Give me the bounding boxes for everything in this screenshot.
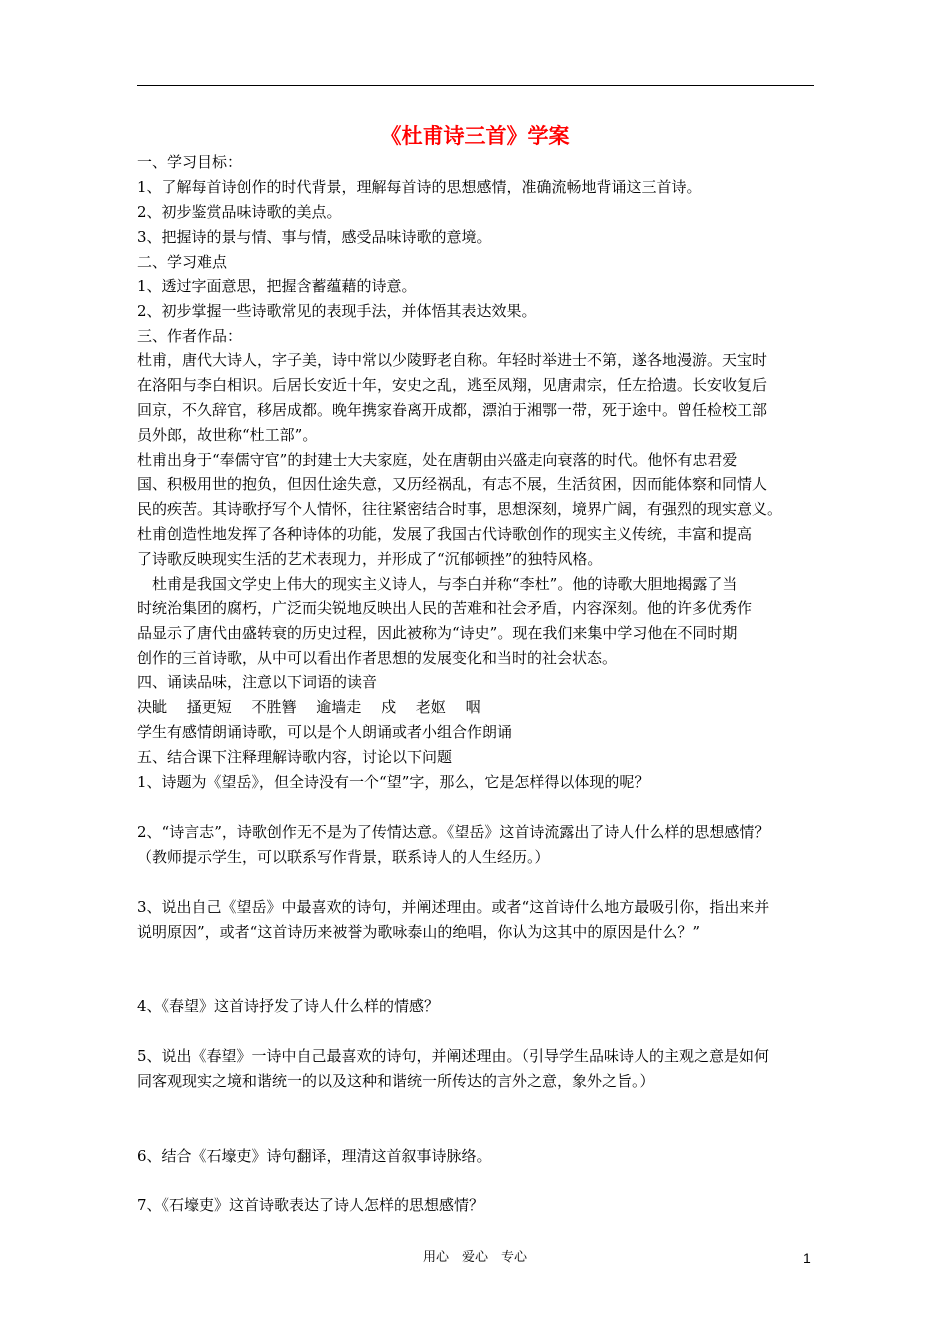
text-line: 3、说出自己《望岳》中最喜欢的诗句，并阐述理由。或者“这首诗什么地方最吸引你，指出来并 <box>137 898 770 916</box>
text-line: 品显示了唐代由盛转衰的历史过程，因此被称为“诗史”。现在我们来集中学习他在不同时期 <box>137 624 738 642</box>
text-line: 3、把握诗的景与情、事与情，感受品味诗歌的意境。 <box>137 228 492 246</box>
text-line: （教师提示学生，可以联系写作背景，联系诗人的人生经历。） <box>137 848 550 866</box>
text-line: 一、学习目标： <box>137 153 243 171</box>
text-line: 国、积极用世的抱负，但因仕途失意，又历经祸乱，有志不展，生活贫困，因而能体察和同情人 <box>137 475 768 493</box>
text-line: 4、《春望》这首诗抒发了诗人什么样的情感？ <box>137 997 440 1015</box>
text-line: 回京，不久辞官，移居成都。晚年携家眷离开成都，漂泊于湘鄂一带，死于途中。曾任检校工部 <box>137 401 768 419</box>
text-line: 二、学习难点 <box>137 253 228 271</box>
text-line: 1、透过字面意思，把握含蓄蕴藉的诗意。 <box>137 277 417 295</box>
text-line: 四、诵读品味，注意以下词语的读音 <box>137 673 378 691</box>
page-footer: 用心 爱心 专心 <box>422 1250 527 1265</box>
text-line: 1、了解每首诗创作的时代背景，理解每首诗的思想感情，准确流畅地背诵这三首诗。 <box>137 178 702 196</box>
text-line: 杜甫是我国文学史上伟大的现实主义诗人，与李白并称“李杜”。他的诗歌大胆地揭露了当 <box>137 575 738 593</box>
header-rule <box>137 85 814 86</box>
text-line: 2、初步掌握一些诗歌常见的表现手法，并体悟其表达效果。 <box>137 302 537 320</box>
text-line: 7、《石壕吏》这首诗歌表达了诗人怎样的思想感情？ <box>137 1196 485 1214</box>
text-line: 创作的三首诗歌，从中可以看出作者思想的发展变化和当时的社会状态。 <box>137 649 618 667</box>
text-line: 民的疾苦。其诗歌抒写个人情怀，往往紧密结合时事，思想深刻，境界广阔，有强烈的现实意义。 <box>137 500 783 518</box>
text-line: 杜甫出身于“奉儒守官”的封建士大夫家庭，处在唐朝由兴盛走向衰落的时代。他怀有忠君爱 <box>137 451 738 469</box>
text-line: 在洛阳与李白相识。后居长安近十年，安史之乱，逃至凤翔，见唐肃宗，任左拾遗。长安收复后 <box>137 376 768 394</box>
text-line: 2、“诗言志”，诗歌创作无不是为了传情达意。《望岳》这首诗流露出了诗人什么样的思想感情？ <box>137 823 770 841</box>
text-line: 5、说出《春望》一诗中自己最喜欢的诗句，并阐述理由。（引导学生品味诗人的主观之意是如何 <box>137 1047 770 1065</box>
text-line: 1、诗题为《望岳》，但全诗没有一个“望”字，那么，它是怎样得以体现的呢？ <box>137 773 650 791</box>
text-line: 杜甫，唐代大诗人，字子美，诗中常以少陵野老自称。年轻时举进士不第，遂各地漫游。天宝时 <box>137 351 768 369</box>
text-line: 同客观现实之境和谐统一的以及这种和谐统一所传达的言外之意，象外之旨。） <box>137 1072 655 1090</box>
text-line: 说明原因”，或者“这首诗历来被誉为歌咏泰山的绝唱，你认为这其中的原因是什么？” <box>137 923 701 941</box>
document-title: 《杜甫诗三首》学案 <box>380 123 570 148</box>
text-line: 五、结合课下注释理解诗歌内容，讨论以下问题 <box>137 748 453 766</box>
page-number: 1 <box>803 1250 811 1266</box>
text-line: 三、作者作品： <box>137 327 243 345</box>
text-line: 杜甫创造性地发挥了各种诗体的功能，发展了我国古代诗歌创作的现实主义传统，丰富和提高 <box>137 525 753 543</box>
text-line: 2、初步鉴赏品味诗歌的美点。 <box>137 203 342 221</box>
text-line: 决眦 搔更短 不胜簪 逾墙走 戍 老妪 咽 <box>137 698 481 716</box>
text-line: 员外郎，故世称“杜工部”。 <box>137 426 318 444</box>
text-line: 了诗歌反映现实生活的艺术表现力，并形成了“沉郁顿挫”的独特风格。 <box>137 550 603 568</box>
text-line: 学生有感情朗诵诗歌，可以是个人朗诵或者小组合作朗诵 <box>137 723 513 741</box>
text-line: 时统治集团的腐朽，广泛而尖锐地反映出人民的苦难和社会矛盾，内容深刻。他的许多优秀作 <box>137 599 753 617</box>
text-line: 6、结合《石壕吏》诗句翻译，理清这首叙事诗脉络。 <box>137 1147 492 1165</box>
